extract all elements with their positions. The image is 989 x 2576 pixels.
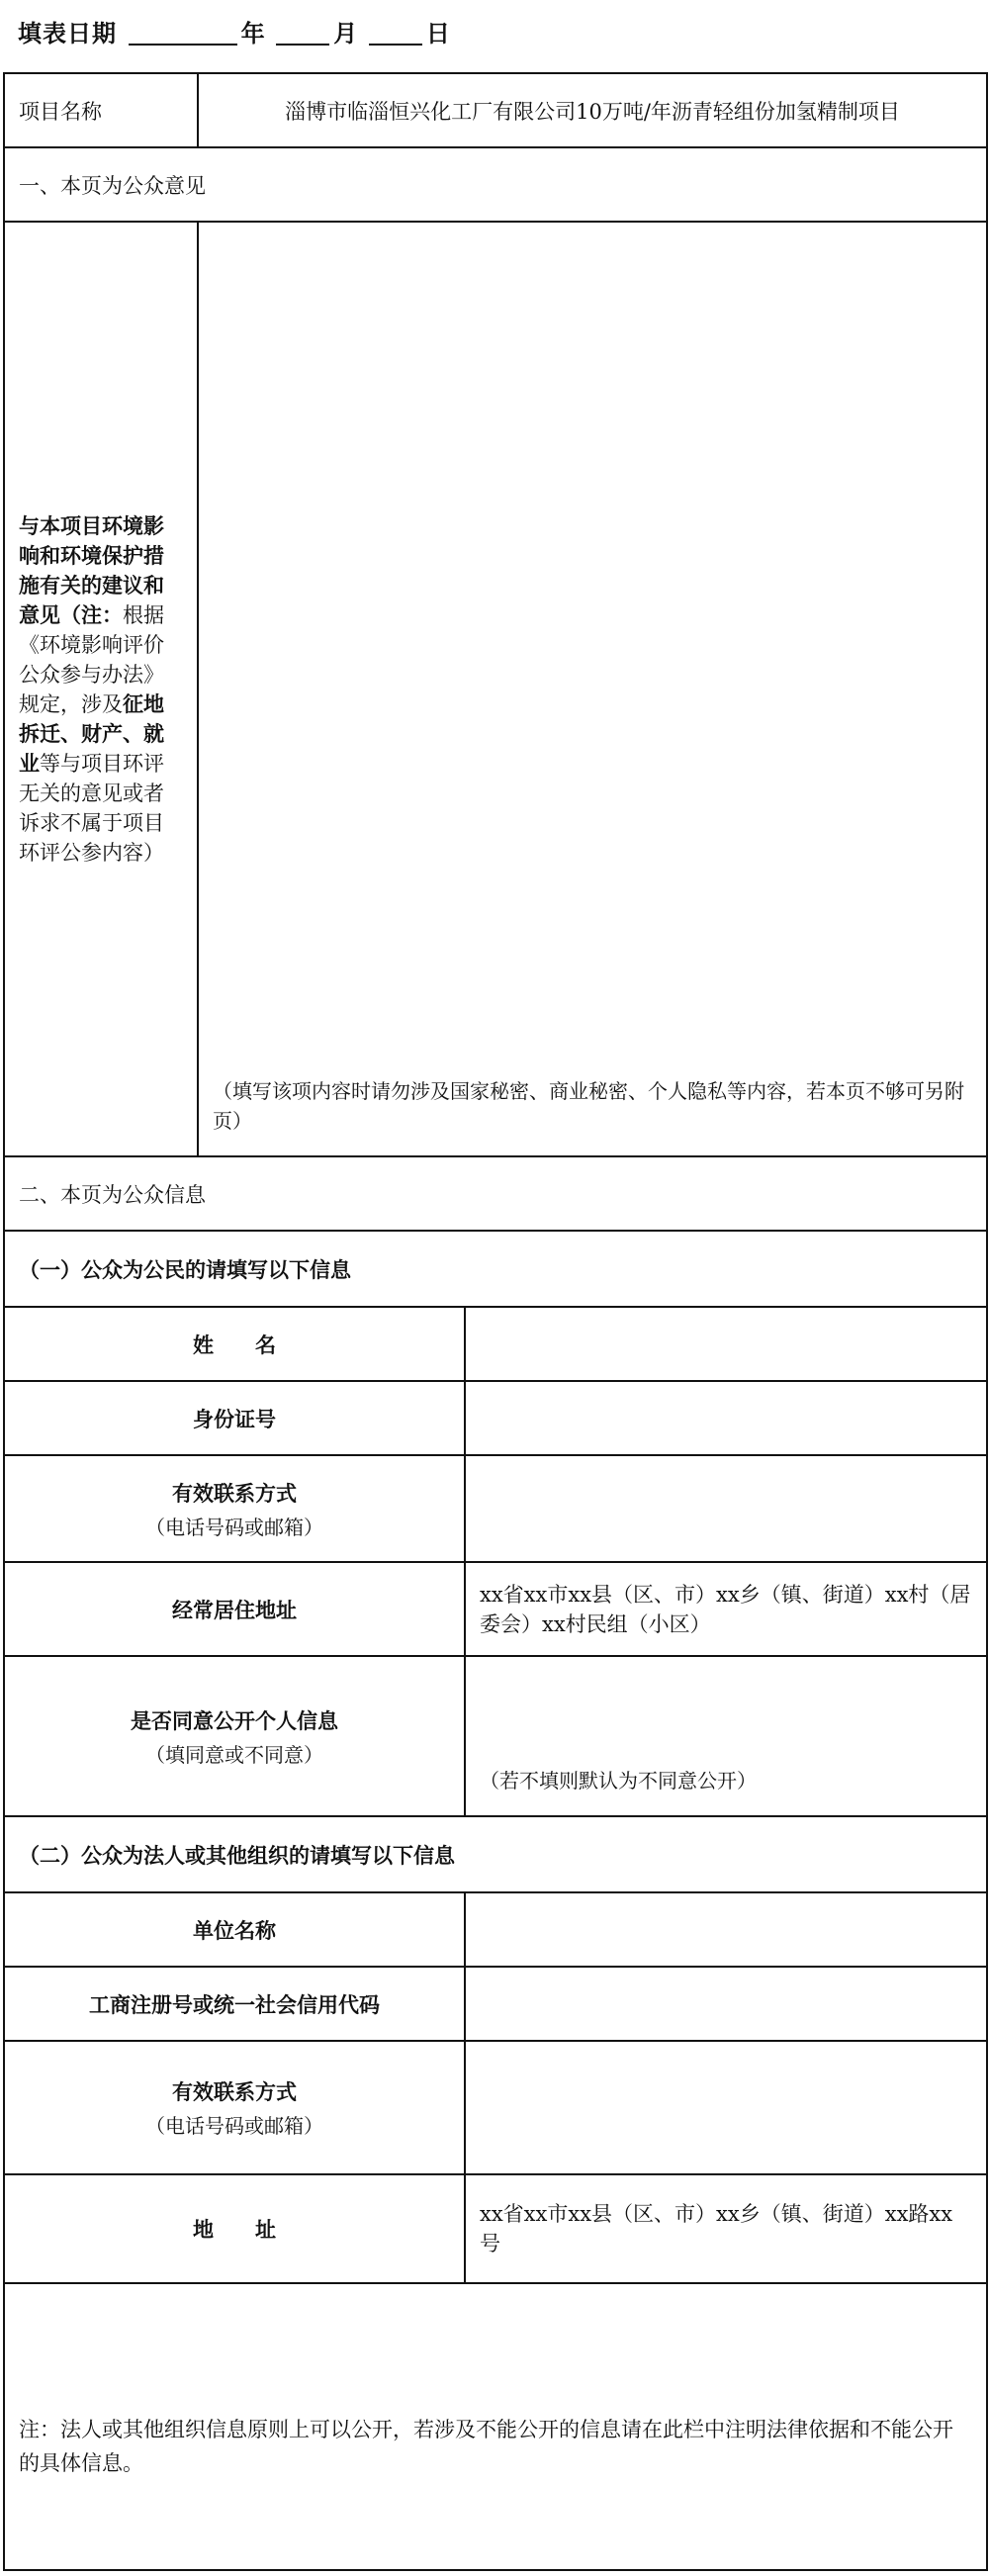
section1-header-row [4,147,987,222]
contact-label-cell [4,1455,465,1562]
month-unit: 月 [333,20,358,47]
project-label: 项目名称 [4,73,198,147]
section2-title: 二、本页为公众信息 [4,1156,987,1231]
opinion-label [4,222,198,1156]
project-row [4,73,987,147]
org-reg-label: 工商注册号或统一社会信用代码 [4,1967,465,2041]
name-row [4,1307,987,1381]
address-label: 经常居住地址 [4,1562,465,1656]
month-input[interactable] [276,16,329,46]
year-unit: 年 [240,20,265,47]
opinion-input-area[interactable] [198,222,987,1156]
id-input[interactable] [465,1381,987,1455]
citizen-title: （一）公众为公民的请填写以下信息 [4,1231,987,1307]
org-contact-label: 有效联系方式 [172,2080,297,2104]
day-unit: 日 [425,20,450,47]
org-contact-row [4,2041,987,2174]
org-contact-sub-label: （电话号码或邮箱） [145,2114,323,2138]
org-address-row [4,2174,987,2283]
note-row [4,2283,987,2570]
fill-date-line [18,14,987,53]
opinion-label-main: 与本项目环境影响和环境保护措施有关的建议和意见 [19,513,164,627]
section1-title: 一、本页为公众意见 [4,147,987,222]
org-address-input[interactable]: xx省xx市xx县（区、市）xx乡（镇、街道）xx路xx号 [465,2174,987,2283]
org-name-label: 单位名称 [4,1892,465,1967]
contact-label: 有效联系方式 [172,1481,297,1506]
opinion-label-note-emphasis: 征地拆迁、财产、就业 [19,691,164,776]
org-reg-input[interactable] [465,1967,987,2041]
contact-input[interactable] [465,1455,987,1562]
id-row [4,1381,987,1455]
consent-input[interactable] [465,1656,987,1816]
citizen-header-row [4,1231,987,1307]
org-name-input[interactable] [465,1892,987,1967]
contact-sub-label: （电话号码或邮箱） [145,1515,323,1539]
opinion-row [4,222,987,1156]
id-label: 身份证号 [4,1381,465,1455]
consent-label: 是否同意公开个人信息 [131,1708,338,1733]
contact-row [4,1455,987,1562]
fill-date-label: 填表日期 [18,20,117,47]
opinion-form-table [3,72,988,2571]
name-input[interactable] [465,1307,987,1381]
org-disclosure-note[interactable]: 注：法人或其他组织信息原则上可以公开，若涉及不能公开的信息请在此栏中注明法律依据和不能公开的具体信息。 [4,2283,987,2570]
org-name-row [4,1892,987,1967]
org-title: （二）公众为法人或其他组织的请填写以下信息 [4,1816,987,1892]
address-input[interactable]: xx省xx市xx县（区、市）xx乡（镇、街道）xx村（居委会）xx村民组（小区） [465,1562,987,1656]
year-input[interactable] [129,16,237,46]
opinion-label-note-text: 根据《环境影响评价公众参与办法》规定，涉及 [19,602,164,716]
consent-label-cell [4,1656,465,1816]
project-name: 淄博市临淄恒兴化工厂有限公司10万吨/年沥青轻组份加氢精制项目 [198,73,987,147]
org-contact-input[interactable] [465,2041,987,2174]
org-header-row [4,1816,987,1892]
consent-row [4,1656,987,1816]
address-row [4,1562,987,1656]
consent-hint: （若不填则默认为不同意公开） [480,1769,757,1793]
opinion-label-note-tail: 等与项目环评无关的意见或者诉求不属于项目环评公参内容） [19,751,164,865]
section2-header-row [4,1156,987,1231]
consent-sub-label: （填同意或不同意） [145,1742,323,1767]
opinion-hint: （填写该项内容时请勿涉及国家秘密、商业秘密、个人隐私等内容，若本页不够可另附页） [213,1079,964,1133]
name-label: 姓 名 [4,1307,465,1381]
opinion-label-note-prefix: （注： [60,602,123,627]
org-contact-label-cell [4,2041,465,2174]
org-reg-row [4,1967,987,2041]
org-address-label: 地 址 [4,2174,465,2283]
day-input[interactable] [369,16,422,46]
